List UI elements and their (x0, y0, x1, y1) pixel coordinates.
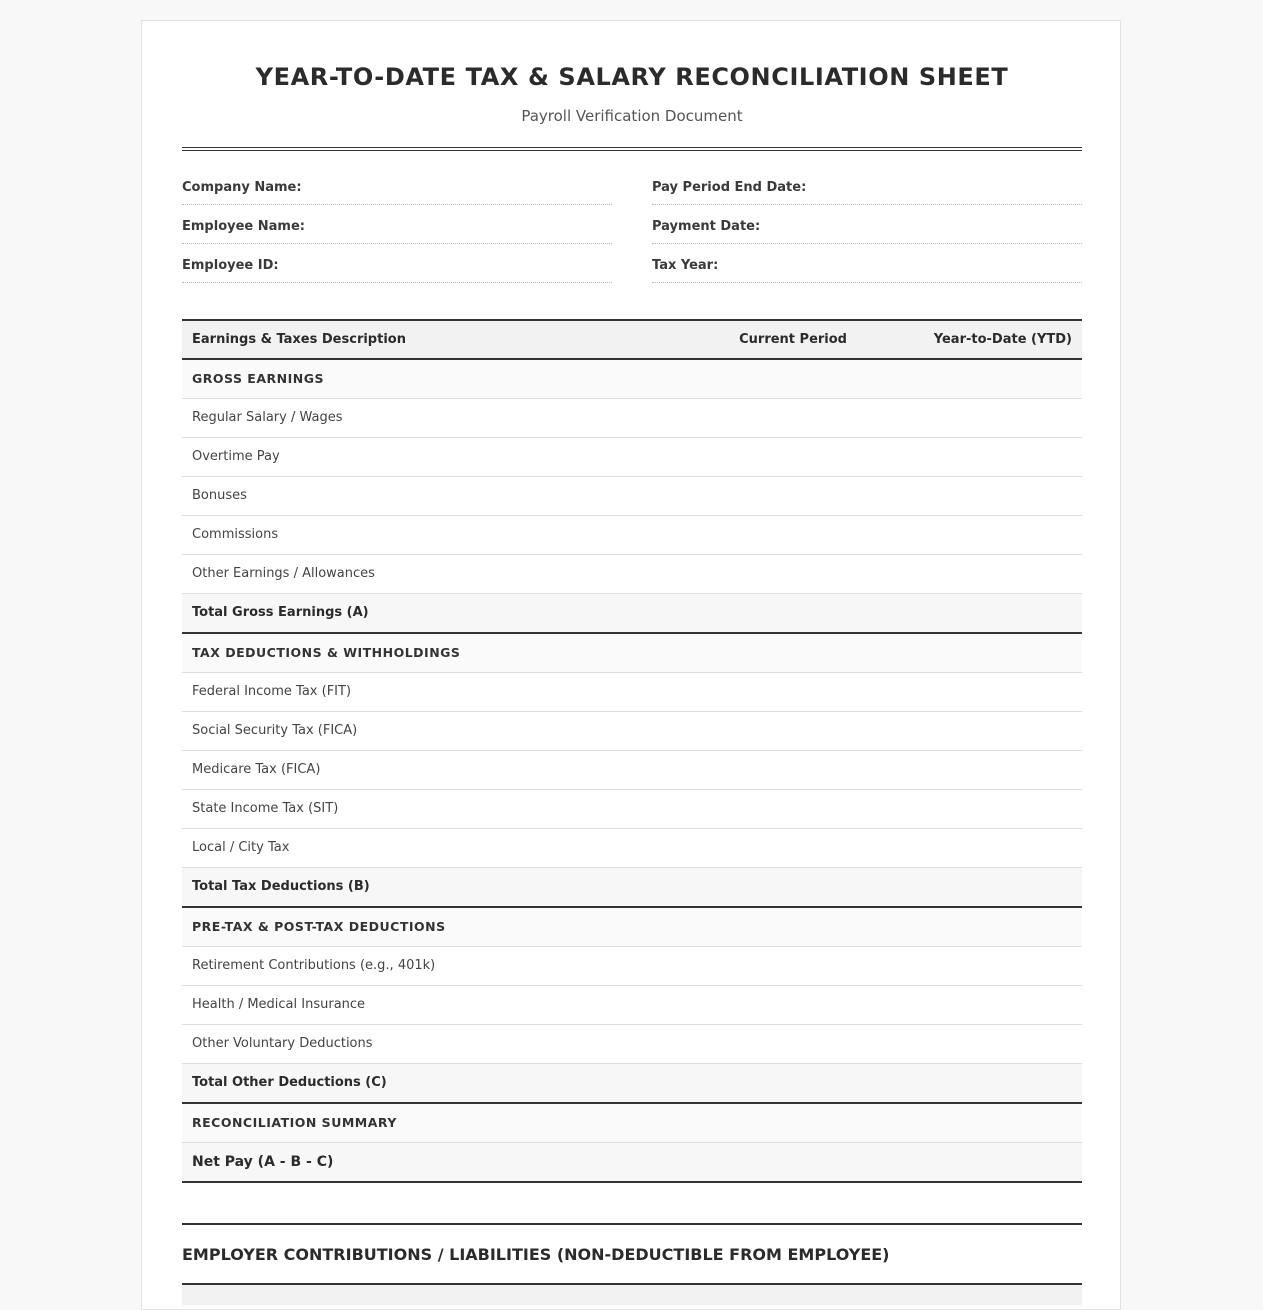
row-label: Regular Salary / Wages (192, 410, 343, 425)
payment-date-label: Payment Date: (652, 219, 761, 234)
table-row[interactable] (182, 673, 1082, 712)
pay-period-end-date-field[interactable] (652, 179, 1082, 205)
company-name-label: Company Name: (182, 180, 302, 195)
employee-id-label: Employee ID: (182, 258, 279, 273)
row-label: Commissions (192, 527, 279, 542)
row-label: Health / Medical Insurance (192, 997, 366, 1012)
net-pay-row[interactable] (182, 1143, 1082, 1183)
table-header-row (182, 319, 1082, 360)
table-row[interactable] (182, 986, 1082, 1025)
row-label: State Income Tax (SIT) (192, 801, 339, 816)
total-gross-earnings-label: Total Gross Earnings (A) (192, 605, 369, 620)
net-pay-label: Net Pay (A - B - C) (192, 1154, 334, 1170)
table-row[interactable] (182, 712, 1082, 751)
row-label: Social Security Tax (FICA) (192, 723, 358, 738)
total-other-deductions-label: Total Other Deductions (C) (192, 1075, 387, 1090)
tax-year-label: Tax Year: (652, 258, 719, 273)
section-heading-row (182, 634, 1082, 673)
total-row[interactable] (182, 594, 1082, 634)
row-label: Local / City Tax (192, 840, 290, 855)
reconciliation-table (182, 319, 1082, 1183)
employee-name-label: Employee Name: (182, 219, 305, 234)
row-label: Other Earnings / Allowances (192, 566, 375, 581)
table-row[interactable] (182, 399, 1082, 438)
document-sheet (141, 20, 1121, 1310)
section-heading-reconciliation-summary: RECONCILIATION SUMMARY (192, 1115, 397, 1130)
row-label: Medicare Tax (FICA) (192, 762, 321, 777)
column-header-current-period: Current Period (739, 332, 847, 347)
section-heading-row (182, 360, 1082, 399)
table-row[interactable] (182, 477, 1082, 516)
payment-date-field[interactable] (652, 218, 1082, 244)
table-row[interactable] (182, 790, 1082, 829)
total-row[interactable] (182, 868, 1082, 908)
row-label: Retirement Contributions (e.g., 401k) (192, 958, 436, 973)
table-row[interactable] (182, 829, 1082, 868)
row-label: Overtime Pay (192, 449, 280, 464)
table-row[interactable] (182, 516, 1082, 555)
table-row[interactable] (182, 947, 1082, 986)
section-heading-row (182, 908, 1082, 947)
table-row[interactable] (182, 555, 1082, 594)
employee-name-field[interactable] (182, 218, 612, 244)
column-header-ytd: Year-to-Date (YTD) (933, 332, 1072, 347)
total-row[interactable] (182, 1064, 1082, 1104)
document-subtitle: Payroll Verification Document (521, 107, 743, 125)
company-name-field[interactable] (182, 179, 612, 205)
row-label: Other Voluntary Deductions (192, 1036, 373, 1051)
employer-contributions-section (182, 1223, 1082, 1285)
tax-year-field[interactable] (652, 257, 1082, 283)
table-row[interactable] (182, 438, 1082, 477)
employer-table-header (182, 1285, 1082, 1305)
section-heading-row (182, 1104, 1082, 1143)
section-heading-tax-deductions: TAX DEDUCTIONS & WITHHOLDINGS (192, 645, 461, 660)
column-header-description: Earnings & Taxes Description (192, 332, 406, 347)
title-divider (182, 147, 1082, 151)
total-tax-deductions-label: Total Tax Deductions (B) (192, 879, 370, 894)
table-row[interactable] (182, 1025, 1082, 1064)
row-label: Bonuses (192, 488, 247, 503)
section-heading-other-deductions: PRE-TAX & POST-TAX DEDUCTIONS (192, 919, 446, 934)
section-heading-gross-earnings: GROSS EARNINGS (192, 371, 324, 386)
document-title: YEAR-TO-DATE TAX & SALARY RECONCILIATION SHEET (255, 63, 1009, 91)
pay-period-end-date-label: Pay Period End Date: (652, 180, 807, 195)
employer-contributions-heading: EMPLOYER CONTRIBUTIONS / LIABILITIES (NON-DEDUCTIBLE FROM EMPLOYEE) (182, 1245, 890, 1264)
table-row[interactable] (182, 751, 1082, 790)
employee-id-field[interactable] (182, 257, 612, 283)
row-label: Federal Income Tax (FIT) (192, 684, 352, 699)
